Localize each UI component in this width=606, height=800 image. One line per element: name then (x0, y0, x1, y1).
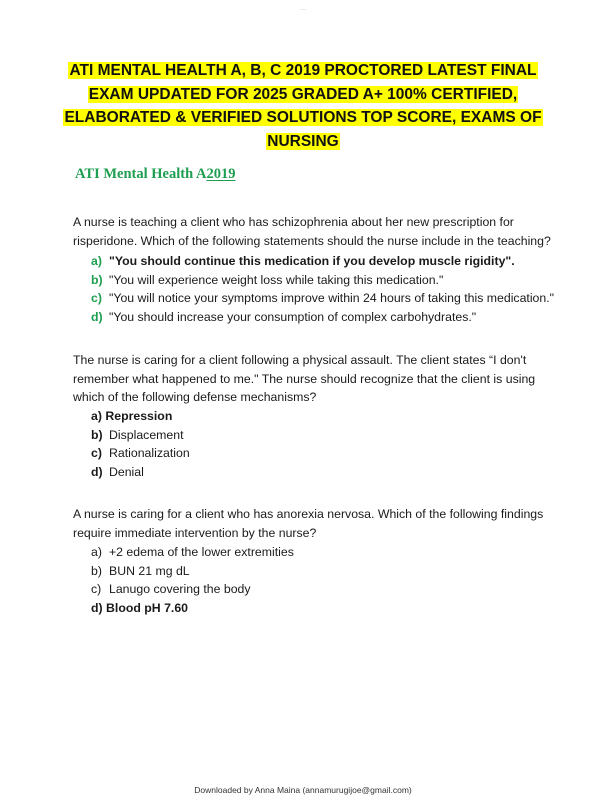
question-3-options (91, 543, 571, 617)
option-letter: b) (91, 272, 103, 287)
option-letter: b) (91, 563, 102, 578)
option-text: Rationalization (109, 446, 190, 460)
option-letter: a) (91, 254, 102, 268)
question-2-option-b (91, 426, 571, 445)
section-heading-year: 2019 (206, 166, 236, 182)
question-1-options (91, 252, 571, 326)
question-3-option-d (91, 599, 571, 618)
question-2-option-a (91, 407, 571, 426)
question-3-option-b (91, 562, 571, 581)
option-letter: a) (91, 545, 102, 559)
question-2-text: The nurse is caring for a client following a physical assault. The client states “I don't remember what happened to me." The nurse should recognize that the client is using which of the following defense mechanisms? (73, 353, 536, 404)
question-1-option-d (91, 308, 571, 327)
option-text: BUN 21 mg dL (109, 563, 190, 578)
question-3-option-a (91, 543, 571, 562)
option-letter: d) (91, 464, 103, 479)
question-2-option-d (91, 463, 571, 482)
option-text: Lanugo covering the body (109, 582, 251, 596)
question-3-option-c (91, 580, 571, 599)
option-letter: d) (91, 309, 103, 324)
option-text: Blood pH 7.60 (106, 600, 189, 615)
question-1-text: A nurse is teaching a client who has schizophrenia about her new prescription for risperidone. Which of the following statements should the nurse include in the teaching? (73, 215, 551, 248)
question-1-option-a (91, 252, 571, 271)
option-letter: c) (91, 446, 102, 460)
option-letter: d) (91, 600, 103, 615)
option-text: "You will notice your symptoms improve within 24 hours of taking this medication." (109, 291, 555, 305)
option-text: +2 edema of the lower extremities (109, 545, 294, 559)
option-letter: c) (91, 291, 102, 305)
header-mark: —— (300, 7, 306, 11)
option-text: Denial (109, 464, 144, 479)
option-text: "You should increase your consumption of complex carbohydrates." (109, 309, 477, 324)
option-letter: b) (91, 427, 103, 442)
download-footer: Downloaded by Anna Maina (annamurugijoe@gmail.com) (194, 785, 412, 795)
option-letter: c) (91, 582, 102, 596)
option-text: "You will experience weight loss while taking this medication." (109, 272, 444, 287)
question-1-option-c (91, 289, 571, 308)
question-2-option-c (91, 444, 571, 463)
option-text: Repression (105, 409, 173, 423)
document-title (63, 62, 542, 150)
document-title-text: ATI MENTAL HEALTH A, B, C 2019 PROCTORED LATEST FINAL EXAM UPDATED FOR 2025 GRADED A+ 100% CERTIFIED, ELABORATED & VERIFIED SOLUTIONS TOP SCORE, EXAMS OF NURSING (64, 62, 542, 150)
option-letter: a) (91, 409, 102, 423)
section-heading-name: ATI Mental Health A (75, 166, 207, 182)
section-heading (75, 165, 235, 183)
option-text: Displacement (109, 427, 184, 442)
title-block (52, 59, 554, 153)
question-3-text: A nurse is caring for a client who has anorexia nervosa. Which of the following findings require immediate intervention by the nurse? (73, 507, 544, 540)
question-1-option-b (91, 271, 571, 290)
option-text: "You should continue this medication if you develop muscle rigidity". (109, 254, 515, 268)
question-2-options (91, 407, 571, 481)
